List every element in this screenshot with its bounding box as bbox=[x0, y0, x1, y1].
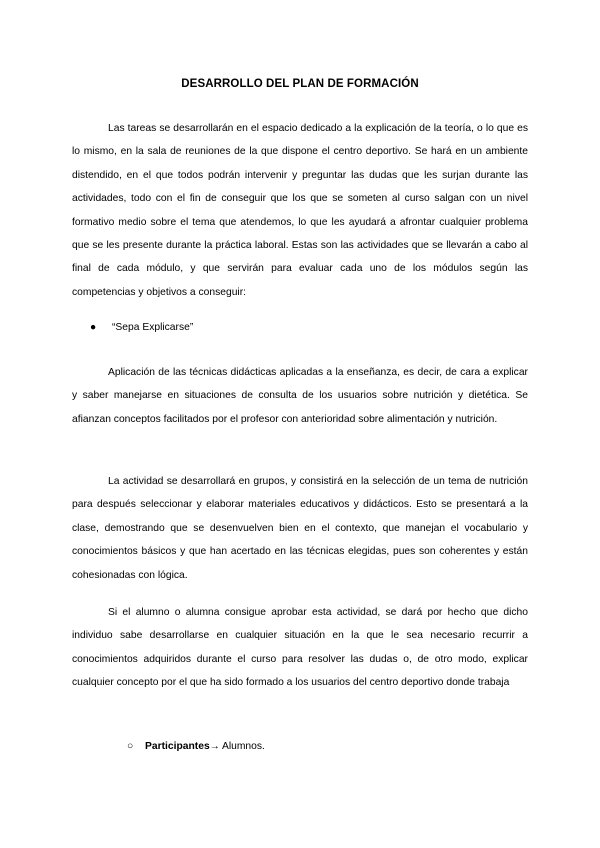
application-paragraph: Aplicación de las técnicas didácticas aplicadas a la enseñanza, es decir, de cara a explicar y saber manejarse en situaciones de consulta de los usuarios sobre nutrición y dietética. Se afianzan conceptos facilitados por el profesor con anterioridad sobre alimentación y nutrición. bbox=[72, 367, 528, 425]
arrow-icon: → bbox=[209, 741, 220, 752]
intro-paragraph: Las tareas se desarrollarán en el espacio dedicado a la explicación de la teoría, o lo que es lo mismo, en la sala de reuniones de la que dispone el centro deportivo. Se hará en un ambiente distendido, en el que todos podrán intervenir y preguntar las dudas que les surjan durante las actividades, todo con el fin de conseguir que los que se someten al curso salgan con un nivel formativo medio sobre el tema que atendemos, lo que les ayudará a afrontar cualquier problema que se les presente durante la práctica laboral. Estas son las actividades que se llevarán a cabo al final de cada módulo, y que servirán para evaluar cada uno de los módulos según las competencias y objetivos a conseguir: bbox=[72, 123, 528, 298]
activity-paragraph: La actividad se desarrollará en grupos, y consistirá en la selección de un tema de nutrición para después seleccionar y elaborar materiales educativos y didácticos. Esto se presentará a la clase, demostrando que se desenvuelven bien en el contexto, que manejan el vocabulario y conocimientos básicos y que han acertado en las técnicas elegidas, pues son coherentes y están cohesionadas con lógica. bbox=[72, 476, 528, 581]
bullet-participantes bbox=[127, 739, 265, 755]
hollow-bullet-icon: ○ bbox=[127, 741, 134, 752]
evaluation-paragraph: Si el alumno o alumna consigue aprobar esta actividad, se dará por hecho que dicho individuo sabe desarrollarse en cualquier situación en la que le sea necesario recurrir a conocimientos adquiridos durante el curso para resolver las dudas o, de otro modo, explicar cualquier concepto por el que ha sido formado a los usuarios del centro deportivo donde trabaja bbox=[72, 607, 528, 689]
bullet-text: “Sepa Explicarse” bbox=[112, 322, 194, 333]
filled-bullet-icon: ● bbox=[90, 322, 97, 333]
participants-value: Alumnos. bbox=[221, 741, 265, 752]
participants-label: Participantes bbox=[145, 741, 210, 752]
document-title: DESARROLLO DEL PLAN DE FORMACIÓN bbox=[181, 78, 419, 90]
bullet-sepa-explicarse bbox=[90, 320, 193, 336]
